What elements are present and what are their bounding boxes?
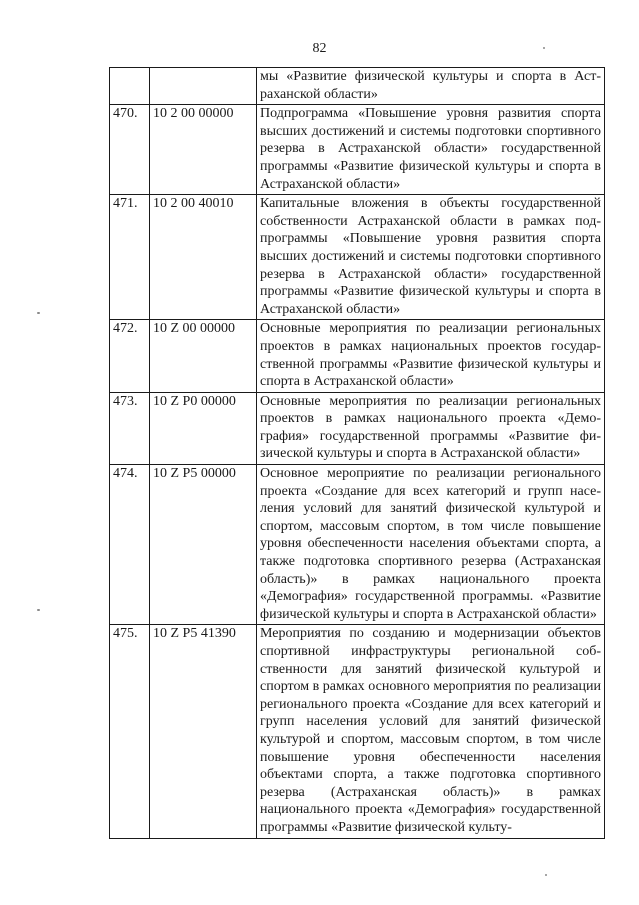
scan-speck <box>37 609 40 611</box>
row-description: Мероприятия по созданию и модернизации объектов спортивной инфраструктуры региональной собственности для занятий физической культурой и спортом в рамках основного мероприятия по реализации регионального проекта «Создание для всех категорий и групп населения условий для занятий физической культурой и спортом, массовым спортом, в том числе повышение уровня обеспеченности населения объектами спорта, а также подготовка спортивного резерва (Астраханская область)» в рамках национального проекта «Демография» государственной программы «Развитие физической культу- <box>257 625 605 838</box>
row-description: мы «Развитие физической культуры и спорта в Астраханской области» <box>257 68 605 105</box>
row-number: 474. <box>110 465 150 625</box>
row-number <box>110 68 150 105</box>
scan-speck <box>543 47 545 49</box>
table-row <box>110 68 605 105</box>
classification-code: 10 Z P0 00000 <box>150 392 257 464</box>
classification-code: 10 Z P5 00000 <box>150 465 257 625</box>
row-description: Основные мероприятия по реализации региональных проектов в рамках национальных проектов государственной программы «Развитие физической культуры и спорта в Астраханской области» <box>257 320 605 392</box>
scan-speck <box>545 874 547 876</box>
row-number: 475. <box>110 625 150 838</box>
table-row <box>110 105 605 195</box>
row-number: 471. <box>110 195 150 320</box>
table-row <box>110 465 605 625</box>
budget-code-table <box>109 67 605 839</box>
classification-code: 10 2 00 00000 <box>150 105 257 195</box>
classification-code: 10 2 00 40010 <box>150 195 257 320</box>
classification-code: 10 Z P5 41390 <box>150 625 257 838</box>
page-number: 82 <box>312 41 327 56</box>
row-number: 472. <box>110 320 150 392</box>
row-number: 473. <box>110 392 150 464</box>
row-number: 470. <box>110 105 150 195</box>
table-row <box>110 320 605 392</box>
classification-code <box>150 68 257 105</box>
scan-speck <box>37 312 40 314</box>
classification-code: 10 Z 00 00000 <box>150 320 257 392</box>
table-row <box>110 392 605 464</box>
row-description: Основные мероприятия по реализации региональных проектов в рамках национального проекта «Демография» государственной программы «Развитие физической культуры и спорта в Астраханской области» <box>257 392 605 464</box>
table-row <box>110 625 605 838</box>
row-description: Подпрограмма «Повышение уровня развития спорта высших достижений и системы подготовки спортивного резерва в Астраханской области» государственной программы «Развитие физической культуры и спорта в Астраханской области» <box>257 105 605 195</box>
row-description: Капитальные вложения в объекты государственной собственности Астраханской области в рамках подпрограммы «Повышение уровня развития спорта высших достижений и системы подготовки спортивного резерва в Астраханской области» государственной программы «Развитие физической культуры и спорта в Астраханской области» <box>257 195 605 320</box>
row-description: Основное мероприятие по реализации регионального проекта «Создание для всех категорий и групп населения условий для занятий физической культурой и спортом, массовым спортом, в том числе повышение уровня обеспеченности населения объектами спорта, а также подготовка спортивного резерва (Астраханская область)» в рамках национального проекта «Демография» государственной программы. «Развитие физической культуры и спорта в Астраханской области» <box>257 465 605 625</box>
table-row <box>110 195 605 320</box>
